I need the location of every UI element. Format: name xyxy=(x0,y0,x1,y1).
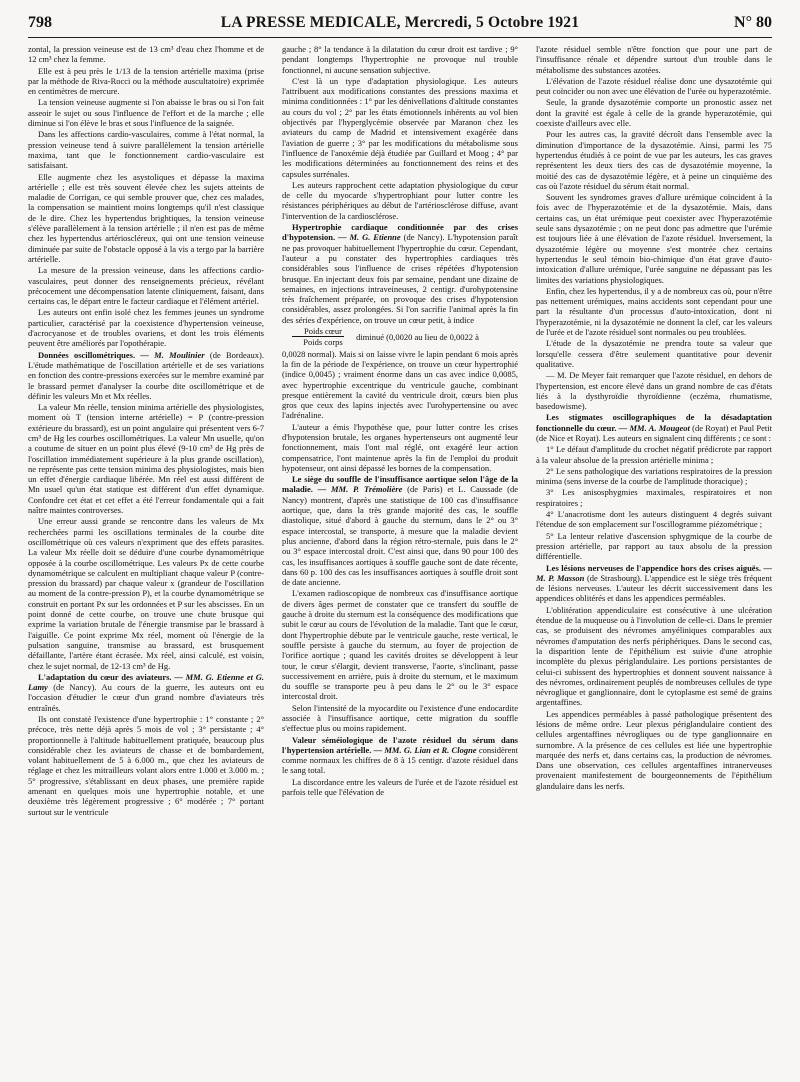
paragraph: Les auteurs rapprochent cette adaptation physiologique du cœur de celle du myocarde s'hypertrophiant pour lutter contre les résistances périphériques au début de l'artériosclérose diffuse, avant l'intervention de la cardiosclérose. xyxy=(282,179,518,221)
section-title: Le siège du souffle de l'insuffisance aortique selon l'âge de la maladie. xyxy=(282,474,518,495)
section-author: — MM. G. Etienne et G. Lamy xyxy=(28,671,264,693)
section-aortic-murmur xyxy=(282,474,518,587)
fraction-numerator: Poids cœur xyxy=(292,326,344,337)
paragraph: Enfin, chez les hypertendus, il y a de nombreux cas où, pour n'être pas nettement urémiques, mains accidents sont cependant pour une part la résultante d'un processus d'auto-intoxication, dont ni l'hyperazotémie, ni la dysazotémie ne donnent la clef, car les valeurs de l'urée et de l'azote résiduel sont normales ou peu troublées. xyxy=(536,285,772,338)
paragraph: Elle augmente chez les asystoliques et dépasse la maxima artérielle ; elle est très souvent élevée chez les sujets atteints de maladie de Corrigan, ce qui semble prouver que, chez ces malades, la compensation se maintient moins longtemps qu'il n'est classique de le dire. Chez les hypertendus brightiques, la tension veineuse s'élève parallèlement à la tension artérielle ; il n'en est pas de même chez les hypertendus artérioscléreux, qui ont une tension veineuse diminuée par suite de l'obstacle opposé à la vis a tergo par la barrière artérielle. xyxy=(28,171,264,264)
paragraph: L'étude de la dysazotémie ne prendra toute sa valeur que lorsqu'elle cessera d'être seulement quantitative pour devenir qualitative. xyxy=(536,338,772,369)
paragraph: La mesure de la pression veineuse, dans les affections cardio-vasculaires, peut donner des renseignements précieux, révélant précocement une décompensation latente cliniquement, faisant, dans certains cas, le départ entre le facteur cardiaque et l'élément artériel. xyxy=(28,265,264,307)
list-item: 4° L'anacrotisme dont les auteurs distinguent 4 degrés suivant l'étendue de son emplacement sur l'oscillogramme piézométrique ; xyxy=(536,509,772,530)
paragraph: L'examen radioscopique de nombreux cas d'insuffisance aortique de divers âges permet de constater que ce transfert du souffle de gauche à droite du sternum est la conséquence des modifications que subit le cœur au cours de l'évolution de la maladie. Tant que le cœur, dont l'hypertrophie débute par le ventricule gauche, reste vertical, le souffle persiste à gauche du sternum, au foyer de projection de l'orifice aortique ; quand les cavités droites se développent à leur tour, le cœur s'élargit, devient transverse, l'aorte, s'inclinant, passe successivement en arrière, puis à droite du sternum, et le maximum du souffle se transporte peu à peu dans le 2° ou le 3° espace intercostal droit. xyxy=(282,588,518,702)
section-hypotension-hypertrophy xyxy=(282,222,518,325)
section-residual-nitrogen xyxy=(282,735,518,776)
section-body: (de Paris) et L. Caussade (de Nancy) montrent, d'après une statistique de 100 cas d'insuffisance aortique, que, dans la très grande majorité des cas, le souffle diastolique, situé d'abord à gauche du sternum, dans le 2° ou 3° espace intercostal, se transporte, à mesure que la maladie devient plus ancienne, d'abord dans la région rétro-sternale, puis dans le 2° ou 3° espace intercostal droit. C'est ainsi que, dans 90 pour 100 des cas, les insuffisances aortiques à souffle gauche sont de date récente, dans 60 p. 100 des cas les insuffisances aortiques à souffle droit sont de date ancienne. xyxy=(282,484,518,588)
paragraph: Une erreur aussi grande se rencontre dans les valeurs de Mx recherchées parmi les oscillations terminales de la courbe dite oscillométrique où ces valeurs n'expriment que des effets parasites. La valeur Mx réelle doit se déduire d'une courbe dynamométrique opposée à la courbe oscillométrique. Les valeurs Px de cette courbe dynamométrique se calculent en multipliant chaque valeur P (contre-pression du brassard) par chaque valeur x (grandeur de l'oscillation au moment de la contre-pression P), et la courbe dynamométrique se construit en portant Px sur les ordonnées et P sur les abscisses. En un point donné de cette courbe, on trouve une chute brusque qui exprime la variation brutale de l'énergie transmise par le brassard à l'aiguille. Ce point exprime Mx réel, moment où l'énergie de la pulsation sanguine, transmise au brassard, est brusquement défaillante, l'artère étant écrasée. Mx réel, ainsi calculé, est voisin, chez le sujet normal, de 12-13 cm³ de Hg. xyxy=(28,516,264,671)
section-oscillometric-data xyxy=(28,350,264,401)
section-body: (de Nancy). Au cours de la guerre, les auteurs ont eu l'occasion d'étudier le cœur d'un grand nombre d'aviateurs très entraînés. xyxy=(28,682,264,713)
paragraph: Pour les autres cas, la gravité décroît dans l'ensemble avec la diminution d'importance de la dysazotémie. Ainsi, parmi les 75 hypertendus étudiés à ce point de vue par les auteurs, les cas graves représentent les deux tiers des cas de dysazotémie moyenne, la moitié des cas de dysazotémie légère, et à peine un cinquième des cas où l'azote résiduel du sérum était normal. xyxy=(536,129,772,191)
paragraph: zontal, la pression veineuse est de 13 cm³ d'eau chez l'homme et de 12 cm³ chez la femme. xyxy=(28,44,264,65)
section-body: (de Bordeaux). L'étude mathématique de l'oscillation artérielle et de ses variations en fonction des contre-pressions exercées sur le membre examiné par le brassard permet d'analyser la courbe dite oscillométrique et de définir les valeurs Mn et Mx réelles. xyxy=(28,349,264,401)
page-header xyxy=(28,14,772,34)
page-number: 798 xyxy=(28,14,52,31)
section-aviator-heart xyxy=(28,672,264,713)
paragraph: La tension veineuse augmente si l'on abaisse le bras ou si l'on fait asseoir le sujet ou sous l'influence de l'effort et de la marche ; elle diminue si l'on élève le bras et sous l'influence de la saignée. xyxy=(28,97,264,129)
paragraph: La valeur Mn réelle, tension minima artérielle des physiologistes, moment où T (tension interne artérielle) = P (contre-pression extérieure du brassard), est un point angulaire qui présentent vers 6-7 cm³ de Hg les courbes oscillométriques. La valeur Mn usuelle, qu'on a coutume de situer en un point plus élevé (9-10 cm³ de Hg près de l'oscillation immédiatement supérieure à la plus grande oscillation), ne représente pas cette tension minima des physiologistes, mais bien un effet d'énergie cardiaque libérée. Mn réel est aussi différent de Mn usuel qu'un état statique est différent d'un effet dynamique. Confondre cet état et cet effet a été l'erreur fondamentale qui a fait naître maintes controverses. xyxy=(28,402,264,516)
section-title: L'adaptation du cœur des aviateurs. xyxy=(38,671,172,682)
list-item: 3° Les anisosphygmies maximales, respiratoires et non respiratoires ; xyxy=(536,487,772,508)
list-item: 2° Le sens pathologique des variations respiratoires de la pression minima (sens inverse de la courbe de l'amplitude thoracique) ; xyxy=(536,465,772,487)
paragraph: L'oblitération appendiculaire est consécutive à une ulcération étendue de la muqueuse ou à l'involution de celle-ci. Dans le premier cas, se produisent des névromes amyéliniques comparables aux névromes d'amputation des nerfs périphériques. Dans le second cas, la disparition lente de l'épithélium est suivie d'une atrophie incomplète du plexus périglandulaire. Les portions persistantes de celui-ci subissent des hypertrophies et donnent souvent naissance à des névromes, ordinairement peuplés de nombreuses cellules de type névroglique et ganglionnaire, dont le cytoplasme est semé de grains argentaffines. xyxy=(536,604,772,708)
section-title: Valeur séméiologique de l'azote résiduel du sérum dans l'hypertension artérielle. xyxy=(282,734,518,755)
section-author: — M. Moulinier xyxy=(140,349,205,360)
issue-number: N° 80 xyxy=(734,14,772,31)
paragraph: C'est là un type d'adaptation physiologique. Les auteurs l'attribuent aux modifications constantes des pressions maxima et minima conditionnées : 1° par les dénivellations d'altitude constantes au cours du vol ; 2° par les états émotionnels inhérents au vol bien objectivés par l'hyperglycémie observée par Maranon chez les aviateurs du camp de Madrid et intensivement exagérée dans l'aviation de guerre ; 3° par les modifications du métabolisme sous l'influence de l'anoxémie déjà étudiée par Guillard et Moog ; 4° par les modifications déterminées au fonctionnement des reins et des capsules surrénales. xyxy=(282,75,518,179)
paragraph: Elle est à peu près le 1/13 de la tension artérielle maxima (prise par la méthode de Riva-Rocci ou la méthode auscultatoire) exprimée en centimètres de mercure. xyxy=(28,65,264,97)
paragraph: Souvent les syndromes graves d'allure urémique coïncident à la fois avec de l'hyperazotémie et de la dysazotémie. Mais, dans certains cas, un état urémique peut coexister avec l'hyperazotémie seule sans dysazotémie ; on ne peut donc pas admettre que l'urémie est toujours liée à une élévation de l'azote résiduel. Inversement, la dysazotémie légère ou moyenne s'est montrée chez certains hypertendus le seul témoin bio-chimique d'un état grave d'auto-intoxication d'allure urémique, l'urée sanguine ne dépassant pas les limites des variations physiologiques. xyxy=(536,192,772,285)
list-item: 5° La lenteur relative d'ascension sphygmique de la courbe de pression artérielle, par rapport au taux absolu de la pression différentielle. xyxy=(536,530,772,562)
section-title: Les stigmates oscillographiques de la désadaptation fonctionnelle du cœur. xyxy=(536,412,772,433)
section-oscillographic-stigmata xyxy=(536,412,772,443)
paragraph: 0,0028 normal). Mais si on laisse vivre le lapin pendant 6 mois après la fin de la période de l'expérience, on trouve un cœur hypertrophié (indice 0,0045) ; vraiment énorme dans un cas avec indice 0,0085, avec hypertrophie excentrique du ventricule gauche, combinant presque entièrement la cavité du ventricule droit, cœurs bien plus gros que ceux des lapins injectés avec l'urohypertensine ou avec l'adrénaline. xyxy=(282,348,518,421)
paragraph: — M. De Meyer fait remarquer que l'azote résiduel, en dehors de l'hypertension, est encore élevé dans un grand nombre de cas d'états liés à la dysthyroïdie thyroïdienne (eczéma, rhumatisme, basedowisme). xyxy=(536,370,772,412)
section-author: — M. G. Etienne xyxy=(338,232,401,243)
fraction xyxy=(292,326,344,348)
paragraph: Ils ont constaté l'existence d'une hypertrophie : 1° constante ; 2° précoce, très nette déjà après 5 mois de vol ; 3° persistante ; 4° proportionnelle à l'altitude habituellement pratiquée, beaucoup plus considérable chez les aviateurs de chasse et de bombardement, volant habituellement de 5 à 6.000 m., que chez les aviateurs de réglage et chez les mitrailleurs volant alors entre 1.000 et 3.000 m. ; 5° progressive, s'établissant en deux phases, une première rapide amenant en quelques mois une hypertrophie notable, et une deuxième très légèrement progressive ; 6° modérée ; 7° portant surtout sur le ventricule xyxy=(28,714,264,817)
section-body: (de Strasbourg). L'appendice est le siège très fréquent de lésions nerveuses. L'auteur les décrit successivement dans les appendices oblitérés et dans les appendices perméables. xyxy=(536,572,772,604)
column-right xyxy=(536,44,772,1074)
list-item: 1° Le défaut d'amplitude du crochet négatif prédicrote par rapport à la valeur absolue de la pression artérielle minima ; xyxy=(536,444,772,465)
paragraph: gauche ; 8° la tendance à la dilatation du cœur droit est tardive ; 9° pendant longtemps l'hypertrophie ne provoque nul trouble fonctionnel, ni aucune sensation subjective. xyxy=(282,44,518,75)
column-left xyxy=(28,44,264,1074)
heart-index-fraction xyxy=(282,326,518,348)
header-rule xyxy=(28,37,772,38)
section-author: — M. P. Masson xyxy=(536,562,772,583)
section-author: — MM. A. Mougeot xyxy=(618,422,690,433)
journal-title: LA PRESSE MEDICALE, Mercredi, 5 Octobre 1921 xyxy=(220,14,580,31)
paragraph: Les auteurs ont enfin isolé chez les femmes jeunes un syndrome particulier, caractérisé par la coexistence d'hypertension veineuse, d'acrocyanose et de troubles ovariens, et dont les trois éléments peuvent être améliorés par l'opothérapie. xyxy=(28,307,264,349)
paragraph: Les appendices perméables à passé pathologique présentent des lésions de même ordre. Leur plexus périglandulaire contient des cellules argentaffines névrogliques ou de type ganglionnaire en surnombre. A la présence de ces cellules est liée une hypertrophie marquée des nerfs et, dans certains cas, la production de névromes. Dans une observation, ces cellules argentaffines intranerveuses provenaient manifestement de bourgeonnements de l'épithélium glandulaire dans les nerfs. xyxy=(536,708,772,791)
section-author: — MM. G. Lian et R. Clogne xyxy=(373,744,477,755)
section-title: Données oscillométriques. xyxy=(38,349,136,360)
paragraph: L'auteur a émis l'hypothèse que, pour lutter contre les crises d'hypotension brutale, les organes hypertenseurs ont augmenté leur fonctionnement, mais l'ont mal réglé, ont exagéré leur action compensatrice, l'ont maintenue après la fin de l'emploi du produit hypotenseur, ont ainsi dépassé les bornes de la compensation. xyxy=(282,421,518,473)
paragraph: La discordance entre les valeurs de l'urée et de l'azote résiduel est parfois telle que l'élévation de xyxy=(282,776,518,798)
section-title: Hypertrophie cardiaque conditionnée par des crises d'hypotension. xyxy=(282,222,518,243)
paragraph: l'azote résiduel semble n'être fonction que pour une part de l'insuffisance rénale et dépendre surtout d'un trouble dans le métabolisme des substances azotées. xyxy=(536,44,772,75)
section-body: (de Nancy). L'hypotension paraît ne pas provoquer habituellement l'hypertrophie du cœur. Cependant, l'auteur a pu constater des hypertrophies cardiaques très considérables sous l'influence de crises répétées d'hypotension brusque. En injectant deux fois par semaine, pendant une dizaine de semaines, en injections intraveineuses, 2 centigr. d'urohypotensine très fraîchement préparée, on provoque des crises d'hypotension considérables, assez prolongées. Si l'on sacrifie l'animal après la fin des séries d'expérience, on trouve un cœur petit, à indice xyxy=(282,232,518,325)
paragraph: Seule, la grande dysazotémie comporte un pronostic assez net dont la gravité est égale à celle de la grande hyperazotémie, qui coexiste d'ailleurs avec elle. xyxy=(536,97,772,129)
paragraph: Selon l'intensité de la myocardite ou l'existence d'une endocardite associée à l'insuffisance aortique, cette migration du souffle s'effectue plus ou moins rapidement. xyxy=(282,702,518,734)
section-author: — MM. P. Trémolière xyxy=(317,484,403,495)
fraction-text: diminué (0,0020 au lieu de 0,0022 à xyxy=(356,331,479,342)
fraction-denominator: Poids corps xyxy=(303,337,343,348)
section-appendix-lesions xyxy=(536,563,772,604)
column-middle xyxy=(282,44,518,1074)
section-body: considèrent comme normaux les chiffres de 8 à 15 centigr. d'azote résiduel dans le sang total. xyxy=(282,744,518,776)
paragraph: L'élévation de l'azote résiduel réalise donc une dysazotémie qui peut coïncider ou non avec une élévation de l'urée ou hyperazotémie. xyxy=(536,75,772,97)
section-title: Les lésions nerveuses de l'appendice hors des crises aiguës. xyxy=(546,562,762,573)
paragraph: Dans les affections cardio-vasculaires, comme à l'état normal, la pression veineuse tend à suivre parallèlement la tension artérielle maxima, tant que le fonctionnement cardio-vasculaire est satisfaisant. xyxy=(28,129,264,171)
section-body: (de Royat) et Paul Petit (de Nice et Royat). Les auteurs en signalent cinq différents ; ce sont : xyxy=(536,422,772,443)
